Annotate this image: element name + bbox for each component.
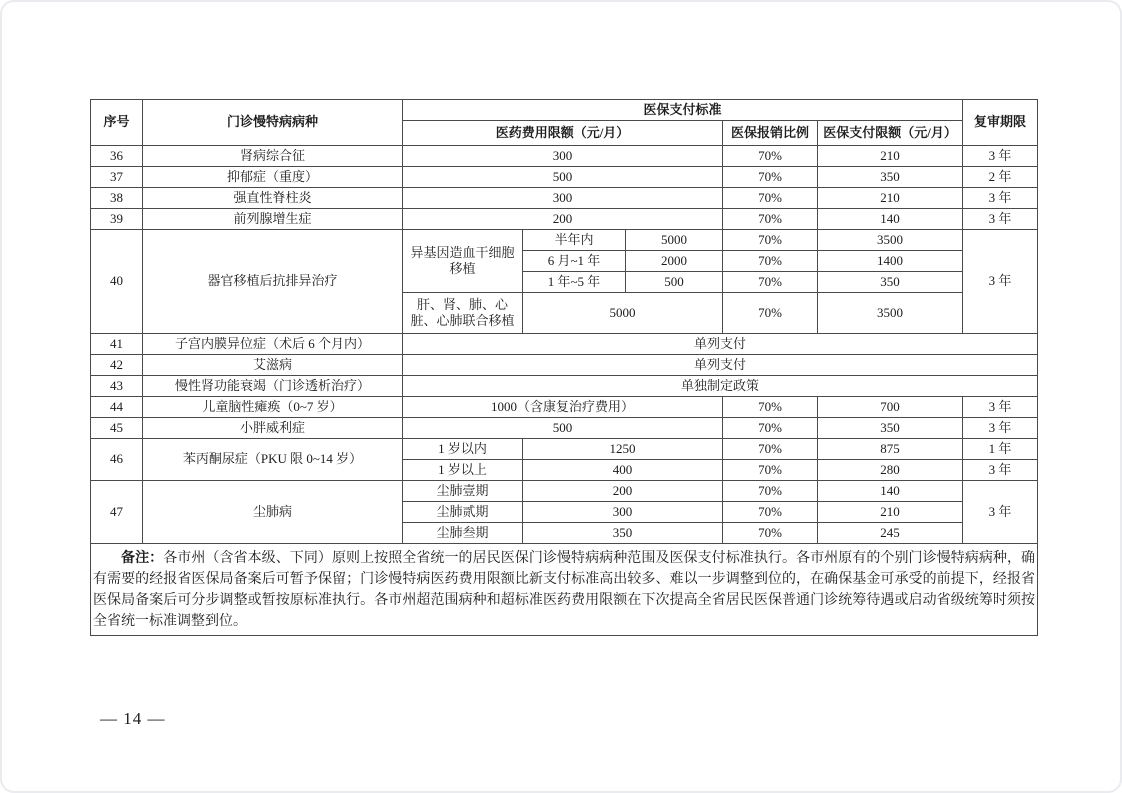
cost-limit-cell: 5000 <box>626 230 723 251</box>
cost-limit-cell: 500 <box>403 167 723 188</box>
table-row <box>91 167 1038 188</box>
pay-limit-cell: 280 <box>818 460 963 481</box>
table-row <box>91 188 1038 209</box>
table-row <box>91 481 1038 502</box>
note-cell <box>91 544 1038 636</box>
reimburse-ratio-cell: 70% <box>723 439 818 460</box>
pay-limit-cell: 3500 <box>818 293 963 334</box>
review-term-cell: 3 年 <box>963 460 1038 481</box>
disease-name-cell: 苯丙酮尿症（PKU 限 0~14 岁） <box>143 439 403 481</box>
reimburse-ratio-cell: 70% <box>723 460 818 481</box>
reimburse-ratio-cell: 70% <box>723 146 818 167</box>
disease-name-cell: 慢性肾功能衰竭（门诊透析治疗） <box>143 376 403 397</box>
col-header-disease: 门诊慢特病病种 <box>143 100 403 146</box>
review-term-cell: 3 年 <box>963 481 1038 544</box>
review-term-cell: 3 年 <box>963 146 1038 167</box>
table-row <box>91 209 1038 230</box>
row-number-cell: 40 <box>91 230 143 334</box>
period-cell: 尘肺壹期 <box>403 481 523 502</box>
review-term-cell: 3 年 <box>963 418 1038 439</box>
table-row <box>91 397 1038 418</box>
disease-name-cell: 前列腺增生症 <box>143 209 403 230</box>
review-term-cell: 3 年 <box>963 230 1038 334</box>
table-row <box>91 146 1038 167</box>
reimburse-ratio-cell: 70% <box>723 230 818 251</box>
sub-category-cell: 异基因造血干细胞移植 <box>403 230 523 293</box>
col-header-reimburse-ratio: 医保报销比例 <box>723 121 818 146</box>
reimburse-ratio-cell: 70% <box>723 209 818 230</box>
cost-limit-cell: 400 <box>523 460 723 481</box>
row-number-cell: 43 <box>91 376 143 397</box>
pay-limit-cell: 245 <box>818 523 963 544</box>
chronic-disease-benefits-table <box>90 99 1038 636</box>
cost-limit-cell: 300 <box>403 146 723 167</box>
row-number-cell: 36 <box>91 146 143 167</box>
col-header-serial: 序号 <box>91 100 143 146</box>
table-footer <box>91 544 1038 636</box>
disease-name-cell: 儿童脑性瘫痪（0~7 岁） <box>143 397 403 418</box>
disease-name-cell: 小胖威利症 <box>143 418 403 439</box>
pay-limit-cell: 210 <box>818 188 963 209</box>
cost-limit-cell: 350 <box>523 523 723 544</box>
payment-policy-cell: 单列支付 <box>403 355 1038 376</box>
page-number: — 14 — <box>100 709 166 728</box>
disease-name-cell: 艾滋病 <box>143 355 403 376</box>
reimburse-ratio-cell: 70% <box>723 272 818 293</box>
disease-name-cell: 子宫内膜异位症（术后 6 个月内） <box>143 334 403 355</box>
reimburse-ratio-cell: 70% <box>723 418 818 439</box>
reimburse-ratio-cell: 70% <box>723 502 818 523</box>
pay-limit-cell: 210 <box>818 146 963 167</box>
table-row <box>91 418 1038 439</box>
pay-limit-cell: 140 <box>818 209 963 230</box>
pay-limit-cell: 700 <box>818 397 963 418</box>
cost-limit-cell: 500 <box>403 418 723 439</box>
cost-limit-cell: 1250 <box>523 439 723 460</box>
pay-limit-cell: 210 <box>818 502 963 523</box>
disease-name-cell: 器官移植后抗排异治疗 <box>143 230 403 334</box>
reimburse-ratio-cell: 70% <box>723 188 818 209</box>
row-number-cell: 39 <box>91 209 143 230</box>
cost-limit-cell: 500 <box>626 272 723 293</box>
cost-limit-cell: 2000 <box>626 251 723 272</box>
period-cell: 1 年~5 年 <box>523 272 626 293</box>
period-cell: 1 岁以内 <box>403 439 523 460</box>
reimburse-ratio-cell: 70% <box>723 397 818 418</box>
reimburse-ratio-cell: 70% <box>723 523 818 544</box>
table-header-row-1 <box>91 100 1038 121</box>
review-term-cell: 3 年 <box>963 209 1038 230</box>
table-row <box>91 355 1038 376</box>
period-cell: 1 岁以上 <box>403 460 523 481</box>
note-text: 各市州（含省本级、下同）原则上按照全省统一的居民医保门诊慢特病病种范围及医保支付标准执行。各市州原有的个别门诊慢特病病种，确有需要的经报省医保局备案后可暂予保留；门诊慢特病医药费用限额比新支付标准高出较多、难以一步调整到位的，在确保基金可承受的前提下，经报省医保局备案后可分步调整或暂按原标准执行。各市州超范围病种和超标准医药费用限额在下次提高全省居民医保普通门诊统筹待遇或启动省级统筹时须按全省统一标准调整到位。 <box>93 550 1036 629</box>
cost-limit-cell: 1000（含康复治疗费用） <box>403 397 723 418</box>
reimburse-ratio-cell: 70% <box>723 251 818 272</box>
cost-limit-cell: 300 <box>403 188 723 209</box>
row-number-cell: 47 <box>91 481 143 544</box>
disease-name-cell: 肾病综合征 <box>143 146 403 167</box>
row-number-cell: 38 <box>91 188 143 209</box>
col-header-payment-standard: 医保支付标准 <box>403 100 963 121</box>
note-row <box>91 544 1038 636</box>
review-term-cell: 1 年 <box>963 439 1038 460</box>
note-label: 备注： <box>121 550 164 566</box>
col-header-review-term: 复审期限 <box>963 100 1038 146</box>
pay-limit-cell: 350 <box>818 418 963 439</box>
disease-name-cell: 强直性脊柱炎 <box>143 188 403 209</box>
period-cell: 尘肺叁期 <box>403 523 523 544</box>
period-cell: 尘肺贰期 <box>403 502 523 523</box>
col-header-cost-limit: 医药费用限额（元/月） <box>403 121 723 146</box>
table-row <box>91 439 1038 460</box>
cost-limit-cell: 200 <box>403 209 723 230</box>
reimburse-ratio-cell: 70% <box>723 293 818 334</box>
row-number-cell: 41 <box>91 334 143 355</box>
note-paragraph <box>93 548 1035 632</box>
pay-limit-cell: 875 <box>818 439 963 460</box>
disease-name-cell: 抑郁症（重度） <box>143 167 403 188</box>
payment-policy-cell: 单列支付 <box>403 334 1038 355</box>
table-body <box>91 146 1038 544</box>
review-term-cell: 2 年 <box>963 167 1038 188</box>
col-header-pay-limit: 医保支付限额（元/月） <box>818 121 963 146</box>
table-row <box>91 334 1038 355</box>
row-number-cell: 45 <box>91 418 143 439</box>
pay-limit-cell: 140 <box>818 481 963 502</box>
row-number-cell: 42 <box>91 355 143 376</box>
reimburse-ratio-cell: 70% <box>723 481 818 502</box>
period-cell: 6 月~1 年 <box>523 251 626 272</box>
review-term-cell: 3 年 <box>963 188 1038 209</box>
reimburse-ratio-cell: 70% <box>723 167 818 188</box>
pay-limit-cell: 350 <box>818 167 963 188</box>
pay-limit-cell: 350 <box>818 272 963 293</box>
cost-limit-cell: 300 <box>523 502 723 523</box>
review-term-cell: 3 年 <box>963 397 1038 418</box>
table-row <box>91 376 1038 397</box>
row-number-cell: 44 <box>91 397 143 418</box>
row-number-cell: 37 <box>91 167 143 188</box>
cost-limit-cell: 5000 <box>523 293 723 334</box>
payment-policy-cell: 单独制定政策 <box>403 376 1038 397</box>
sub-category-cell: 肝、肾、肺、心脏、心肺联合移植 <box>403 293 523 334</box>
pay-limit-cell: 3500 <box>818 230 963 251</box>
cost-limit-cell: 200 <box>523 481 723 502</box>
pay-limit-cell: 1400 <box>818 251 963 272</box>
disease-name-cell: 尘肺病 <box>143 481 403 544</box>
row-number-cell: 46 <box>91 439 143 481</box>
table-header <box>91 100 1038 146</box>
table-row <box>91 230 1038 251</box>
period-cell: 半年内 <box>523 230 626 251</box>
